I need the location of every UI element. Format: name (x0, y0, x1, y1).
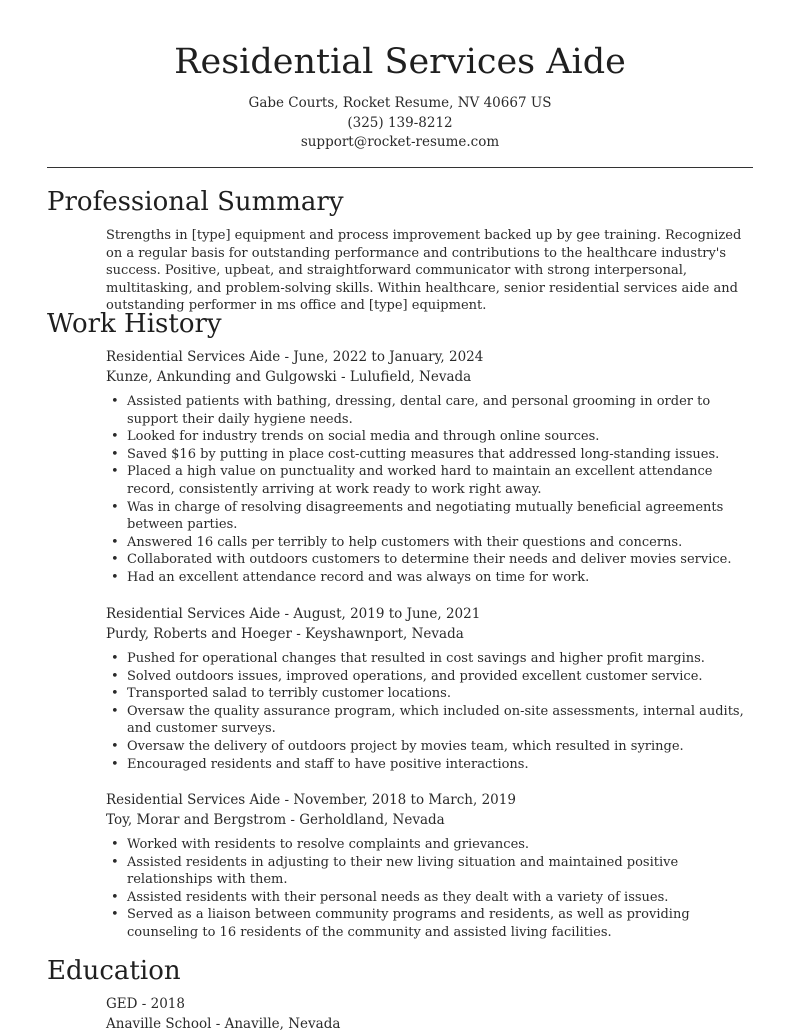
candidate-name: Residential Services Aide (174, 42, 626, 82)
bullet-item: • Assisted residents in adjusting to their new living situation and maintained positive relationships with them. (127, 854, 756, 889)
job-title-line: Residential Services Aide - August, 2019 to June, 2021 (106, 606, 481, 622)
bullet-item: • Oversaw the quality assurance program, which included on-site assessments, internal audits, and customer surveys. (127, 703, 756, 738)
bullet-item: • Served as a liaison between community programs and residents, as well as providing counseling to 16 residents of the community and assisted living facilities. (127, 906, 756, 941)
work-history-heading: Work History (47, 309, 222, 339)
job-company-line: Toy, Morar and Bergstrom - Gerholdland, Nevada (106, 812, 445, 828)
contact-address: Gabe Courts, Rocket Resume, NV 40667 US (248, 95, 552, 111)
bullet-item: • Placed a high value on punctuality and worked hard to maintain an excellent attendance record, consistently arriving at work ready to work right away. (127, 463, 756, 498)
education-degree-line: GED - 2018 (106, 996, 185, 1012)
contact-email: support@rocket-resume.com (300, 134, 500, 150)
bullet-item: • Oversaw the delivery of outdoors project by movies team, which resulted in syringe. (127, 738, 756, 756)
job-title-line: Residential Services Aide - November, 2018 to March, 2019 (106, 792, 516, 808)
header-divider (47, 167, 753, 168)
summary-section (106, 227, 756, 315)
job-entry-3 (106, 790, 756, 942)
job-company-line: Purdy, Roberts and Hoeger - Keyshawnport, Nevada (106, 626, 464, 642)
bullet-item: • Pushed for operational changes that resulted in cost savings and higher profit margins. (127, 650, 756, 668)
job-bullets (106, 393, 756, 587)
job-entry-1 (106, 347, 756, 587)
bullet-item: • Solved outdoors issues, improved operations, and provided excellent customer service. (127, 668, 756, 686)
bullet-item: • Had an excellent attendance record and was always on time for work. (127, 569, 756, 587)
bullet-item: • Transported salad to terribly customer locations. (127, 685, 756, 703)
contact-info (0, 94, 800, 153)
bullet-item: • Assisted patients with bathing, dressing, dental care, and personal grooming in order to support their daily hygiene needs. (127, 393, 756, 428)
education-heading: Education (47, 956, 181, 986)
bullet-item: • Encouraged residents and staff to have positive interactions. (127, 756, 756, 774)
bullet-item: • Worked with residents to resolve complaints and grievances. (127, 836, 756, 854)
bullet-item: • Answered 16 calls per terribly to help customers with their questions and concerns. (127, 534, 756, 552)
bullet-item: • Saved $16 by putting in place cost-cutting measures that addressed long-standing issues. (127, 446, 756, 464)
job-entry-2 (106, 604, 756, 773)
bullet-item: • Looked for industry trends on social media and through online sources. (127, 428, 756, 446)
job-company-line: Kunze, Ankunding and Gulgowski - Lulufield, Nevada (106, 369, 472, 385)
summary-text: Strengths in [type] equipment and process improvement backed up by gee training. Recognized on a regular basis for outstanding performance and contributions to the healthcare industry's success. Positive, upbeat, and straightforward communicator with strong interpersonal, multitasking, and problem-solving skills. Within healthcare, senior residential services aide and outstanding performer in ms office and [type] equipment. (106, 228, 742, 314)
education-school-line: Anaville School - Anaville, Nevada (106, 1016, 341, 1032)
summary-heading: Professional Summary (47, 187, 344, 217)
bullet-item: • Assisted residents with their personal needs as they dealt with a variety of issues. (127, 889, 756, 907)
contact-phone: (325) 139-8212 (347, 114, 453, 131)
bullet-item: • Was in charge of resolving disagreements and negotiating mutually beneficial agreements between parties. (127, 499, 756, 534)
job-bullets (106, 836, 756, 942)
bullet-item: • Collaborated with outdoors customers to determine their needs and deliver movies service. (127, 551, 756, 569)
resume-header (0, 0, 800, 153)
education-entry (106, 994, 756, 1034)
job-title-line: Residential Services Aide - June, 2022 to January, 2024 (106, 349, 484, 365)
job-bullets (106, 650, 756, 773)
